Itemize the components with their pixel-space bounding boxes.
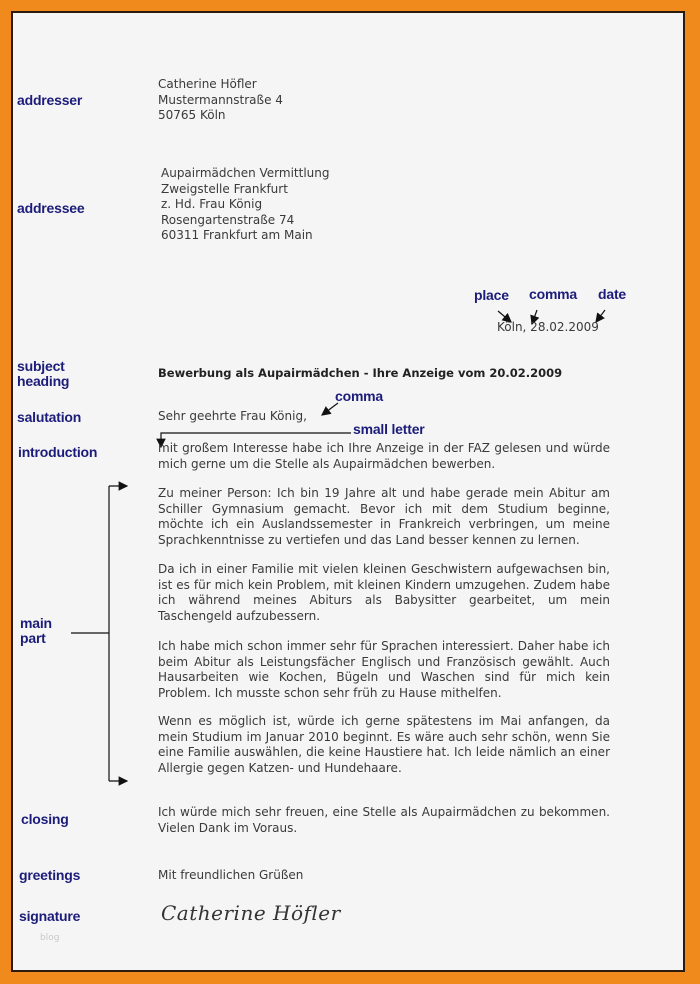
recipient-address — [161, 166, 330, 244]
label-place: place — [474, 287, 509, 303]
introduction-paragraph: mit großem Interesse habe ich Ihre Anzeige in der FAZ gelesen und würde mich gerne um die Stelle als Aupairmädchen bewerben. — [158, 441, 610, 471]
main-paragraph-4: Wenn es möglich ist, würde ich gerne spätestens im Mai anfangen, da mein Studium im Januar 2010 beginnt. Es wäre auch sehr schön, wenn Sie eine Familie auswählen, die keine Haustiere hat. Ich leide nämlich an einer Allergie gegen Katzen- und Hundehaare. — [158, 714, 610, 775]
label-greetings: greetings — [19, 867, 81, 883]
label-addressee: addressee — [17, 200, 85, 216]
label-main-line: part — [20, 630, 46, 646]
label-main-line: main — [20, 615, 52, 631]
label-addresser: addresser — [17, 92, 83, 108]
salutation: Sehr geehrte Frau König, — [158, 409, 307, 423]
main-paragraph-1: Zu meiner Person: Ich bin 19 Jahre alt und habe gerade mein Abitur am Schiller Gymnasium gemacht. Bevor ich mit dem Studium beginne, möchte ich ein Auslandssemester in Frankreich verbringen, um meine Sprachkenntnisse zu vertiefen und das Land besser kennen zu lernen. — [158, 486, 610, 547]
recipient-line: Rosengartenstraße 74 — [161, 212, 295, 227]
recipient-line: Aupairmädchen Vermittlung — [161, 166, 330, 180]
label-main-part — [20, 616, 52, 646]
label-introduction: introduction — [18, 444, 98, 460]
recipient-line: 60311 Frankfurt am Main — [161, 228, 313, 242]
label-small-letter: small letter — [353, 421, 425, 437]
recipient-line: z. Hd. Frau König — [161, 197, 263, 211]
recipient-line: Zweigstelle Frankfurt — [161, 181, 288, 196]
sender-name: Catherine Höfler — [158, 77, 257, 91]
main-paragraph-3: Ich habe mich schon immer sehr für Sprachen interessiert. Daher habe ich beim Abitur als Leistungsfächer Englisch und Französisch gewählt. Auch Hausarbeiten wie Kochen, Bügeln und Waschen sind für mich kein Problem. Ich musste schon sehr früh zu Hause mithelfen. — [158, 639, 610, 700]
main-paragraph-2: Da ich in einer Familie mit vielen kleinen Geschwistern aufgewachsen bin, ist es für mich kein Problem, mit kleinen Kindern umzugehen. Zudem habe ich während meines Abiturs als Babysitter gearbeitet, um mein Taschengeld aufzubessern. — [158, 562, 610, 623]
sender-city: 50765 Köln — [158, 108, 226, 122]
label-comma-date: comma — [529, 286, 578, 302]
label-subject-line: subject — [17, 358, 65, 374]
signature-image: Catherine Höfler — [161, 901, 341, 925]
closing-paragraph: Ich würde mich sehr freuen, eine Stelle als Aupairmädchen zu bekommen. Vielen Dank im Voraus. — [158, 805, 610, 835]
letter-page — [11, 11, 685, 972]
sender-street: Mustermannstraße 4 — [158, 92, 283, 107]
place-date: Köln, 28.02.2009 — [497, 320, 599, 334]
subject-line: Bewerbung als Aupairmädchen - Ihre Anzeige vom 20.02.2009 — [158, 366, 563, 380]
sender-address — [158, 77, 283, 124]
watermark: blog — [40, 933, 60, 943]
label-comma-salutation: comma — [335, 388, 384, 404]
label-closing: closing — [21, 811, 69, 827]
label-signature: signature — [19, 908, 81, 924]
label-date: date — [598, 286, 626, 302]
label-subject-line: heading — [17, 373, 70, 389]
label-salutation: salutation — [17, 409, 82, 425]
label-subject — [17, 359, 69, 389]
greetings: Mit freundlichen Grüßen — [158, 868, 304, 882]
salutation-comma-arrow — [322, 403, 338, 415]
